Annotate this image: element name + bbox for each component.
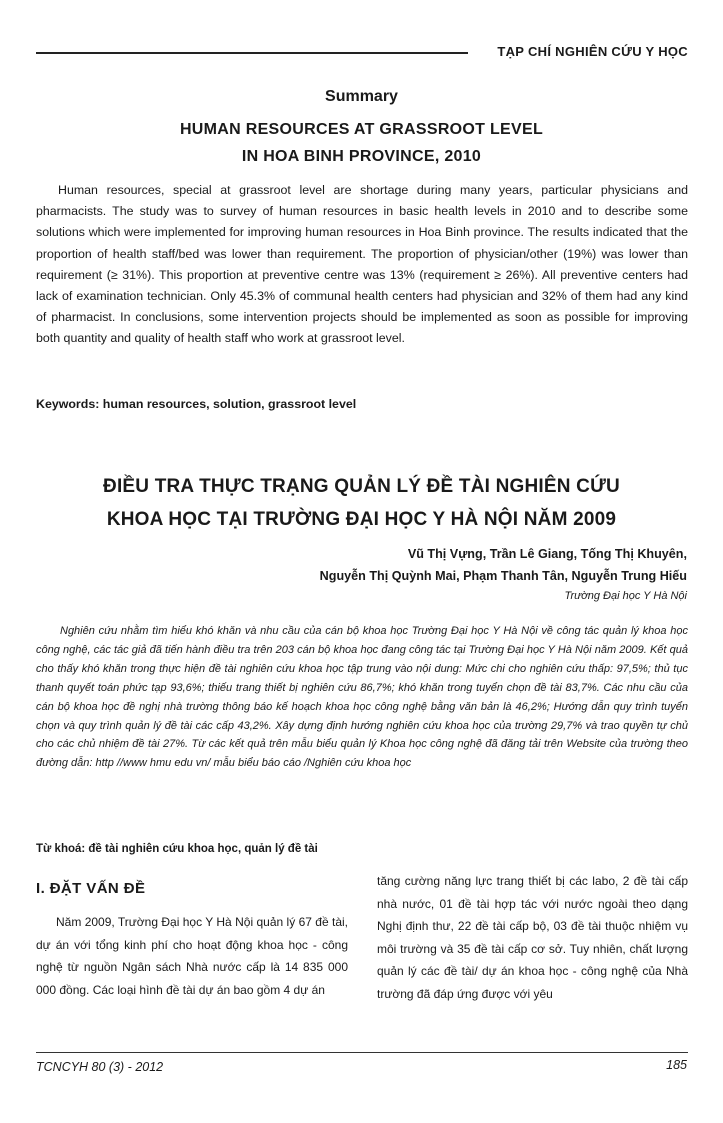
page-number: 185: [666, 1058, 687, 1072]
summary-abstract: Human resources, special at grassroot level are shortage during many years, particular physicians and pharmacists. The study was to survey of human resources in basic health levels in 2010 and to describe some solutions which were implemented for improving human resources in Hoa Binh province. The results indicated that the proportion of health staff/bed was lower than requirement. The proportion of physician/other (19%) was lower than requirement (≥ 31%). This proportion at preventive centre was 13% (requirement ≥ 26%). All preventive centers had lack of examination technician. Only 45.3% of communal health centers had physician and 32% of them had any kind of pharmacist. In conclusions, some intervention projects should be implemented as soon as possible for improving both quantity and quality of health staff who work at grassroot level.: [36, 183, 688, 346]
summary-title: [0, 116, 723, 170]
article-abstract: Nghiên cứu nhằm tìm hiểu khó khăn và nhu cầu của cán bộ khoa học Trường Đại học Y Hà Nội về công tác quản lý khoa học công nghệ, các tác giả đã tiến hành điều tra trên 203 cán bộ khoa học đang công tác tại Trường Đại học Y Hà Nội năm 2009. Kết quả cho thấy khó khăn trong thực hiện đề tài nghiên cứu khoa học tập trung vào nội dung: Mức chi cho nghiên cứu thấp: 97,5%; thủ tục thanh quyết toán phức tạp 93,6%; thiếu trang thiết bị nghiên cứu 86,7%; khó khăn trong tuyển chọn đề tài 83,7%. Các nhu cầu của cán bộ khoa học đề nghị nhà trường thông báo kế hoạch khoa học công nghệ bằng văn bản là 46,2%; Hướng dẫn quy trình tuyển chọn và quy trình quản lý đề tài các cấp 43,2%. Xây dựng định hướng nghiên cứu khoa học của trường 29,7% và trao quyền tự chủ cho các chủ nhiệm đề tài 27%. Từ các kết quả trên mẫu biểu quản lý Khoa học công nghệ đã đăng tải trên Website của trường theo đường dẫn: http //www hmu edu vn/ mẫu biểu báo cáo /Nghiên cứu khoa học: [36, 625, 688, 770]
left-column-text: Năm 2009, Trường Đại học Y Hà Nội quản lý 67 đề tài, dự án với tổng kinh phí cho hoạt động khoa học - công nghệ từ nguồn Ngân sách Nhà nước cấp là 14 835 000 000 đồng. Các loại hình đề tài dự án bao gồm 4 dự án: [36, 915, 348, 997]
author-list: [320, 543, 687, 587]
footer-rule: [36, 1052, 688, 1053]
running-header: [36, 44, 688, 64]
section-heading: I. ĐẶT VẤN ĐỀ: [36, 880, 146, 897]
authors-line-1: Vũ Thị Vựng, Trần Lê Giang, Tống Thị Khuyên,: [407, 547, 687, 561]
article-keywords: Từ khoá: đề tài nghiên cứu khoa học, quản lý đề tài: [36, 843, 318, 855]
right-column-text: tăng cường năng lực trang thiết bị các labo, 2 đề tài cấp nhà nước, 01 đề tài hợp tác với nước ngoài theo dạng Nghị định thư, 22 đề tài cấp bộ, 03 đề tài thuộc nhiệm vụ môi trường và 35 đề tài cấp cơ sở. Tuy nhiên, chất lượng quản lý các đề tài/ dự án khoa học - công nghệ của Nhà trường đã đáp ứng được với yêu: [377, 874, 688, 1001]
author-affiliation: Trường Đại học Y Hà Nội: [564, 590, 687, 602]
article-title-line-2: KHOA HỌC TẠI TRƯỜNG ĐẠI HỌC Y HÀ NỘI NĂM 2009: [106, 509, 617, 530]
summary-label: Summary: [325, 88, 398, 105]
article-title-line-1: ĐIỀU TRA THỰC TRẠNG QUẢN LÝ ĐỀ TÀI NGHIÊN CỨU: [103, 476, 620, 497]
summary-title-line-1: HUMAN RESOURCES AT GRASSROOT LEVEL: [179, 121, 544, 138]
article-title: [0, 470, 723, 536]
left-column: [36, 868, 348, 1001]
journal-name: TẠP CHÍ NGHIÊN CỨU Y HỌC: [497, 44, 688, 59]
authors-line-2: Nguyễn Thị Quỳnh Mai, Phạm Thanh Tân, Nguyễn Trung Hiếu: [319, 569, 687, 583]
header-rule: [36, 52, 468, 54]
footer-citation: TCNCYH 80 (3) - 2012: [36, 1060, 164, 1074]
right-column: [377, 870, 688, 1006]
summary-title-line-2: IN HOA BINH PROVINCE, 2010: [241, 148, 482, 165]
summary-keywords: Keywords: human resources, solution, grassroot level: [36, 397, 357, 411]
